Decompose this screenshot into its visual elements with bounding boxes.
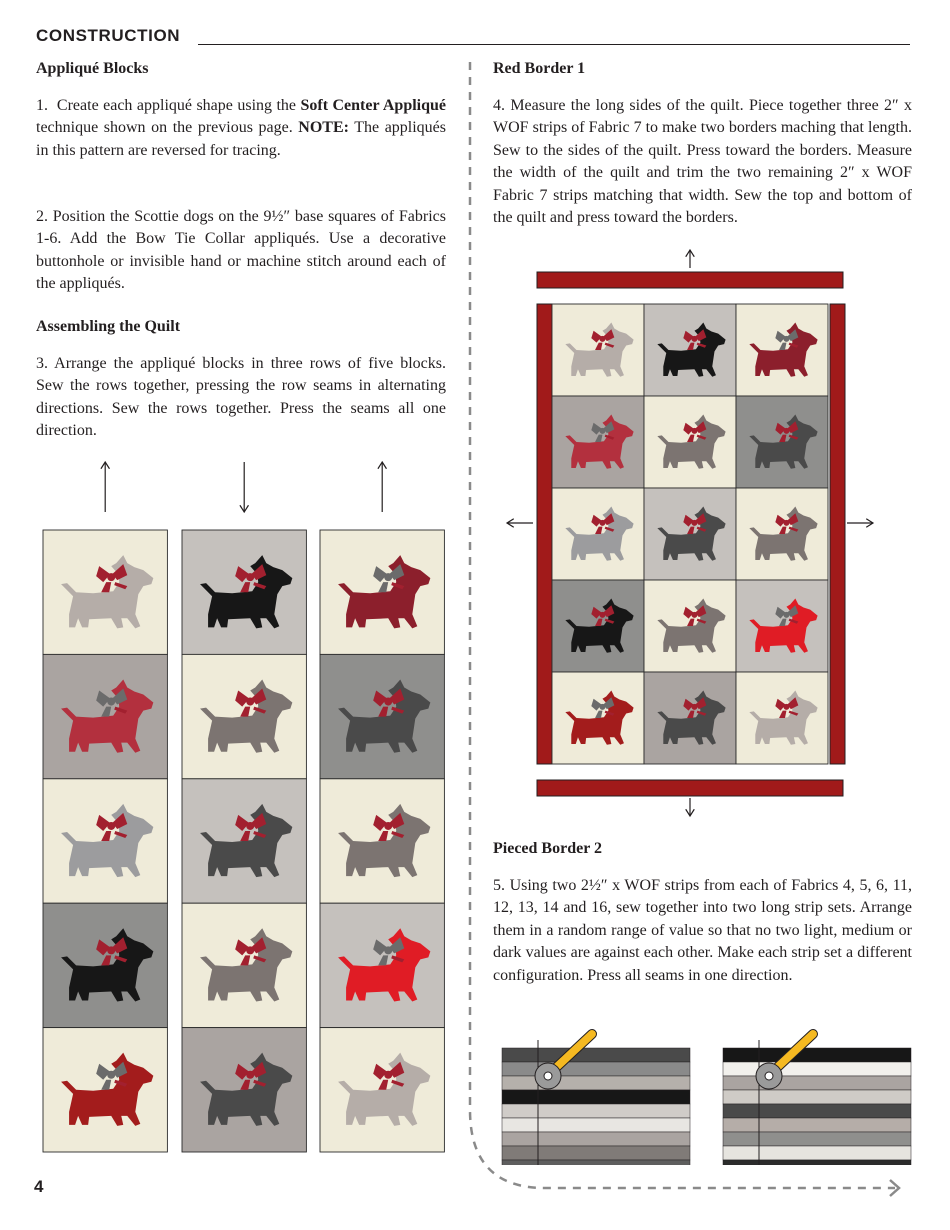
border-arrow-top-icon [686, 250, 695, 268]
fabric-strip [723, 1132, 911, 1146]
paragraph-step-1 [36, 95, 446, 162]
quilt-block-r2-b2 [182, 654, 306, 778]
page-header-title: CONSTRUCTION [36, 26, 181, 45]
quilt-block-r2-b1 [182, 530, 306, 654]
top-border-strip [537, 272, 843, 288]
paragraph-step-4: 4. Measure the long sides of the quilt. Piece together three 2″ x WOF strips of Fabric 7 to make two borders maching that length. Sew to the sides of the quilt. Press toward the borders. Measure the width of the quilt and trim the two remaining 2″ x WOF Fabric 7 strips matching that width. Sew the top and bottom of the quilt and press toward the borders. [493, 97, 912, 227]
fabric-strip [723, 1076, 911, 1090]
bordered-quilt-block-5-1 [552, 672, 644, 764]
bottom-border-strip [537, 780, 843, 796]
fabric-strip [723, 1048, 911, 1062]
paragraph-step-3: 3. Arrange the appliqué blocks in three rows of five blocks. Sew the rows together, pressing the row seams in alternating directions. Sew the rows together. Press the seams all one direction. [36, 355, 446, 440]
step-1-technique-name: Soft Center Appliqué [300, 97, 447, 114]
quilt-block-r2-b5 [182, 1028, 306, 1152]
quilt-block-r3-b2 [320, 654, 444, 778]
quilt-block-r2-b3 [182, 779, 306, 903]
bordered-quilt-block-2-3 [736, 396, 828, 488]
fabric-strip [502, 1132, 690, 1146]
quilt-block-r3-b4 [320, 903, 444, 1027]
section-heading-assembling: Assembling the Quilt [36, 318, 181, 335]
step-1-text-b: technique shown on the previous page. [36, 119, 299, 137]
fabric-strip [502, 1076, 690, 1090]
quilt-block-r3-b3 [320, 779, 444, 903]
paragraph-step-2: 2. Position the Scottie dogs on the 9½″ base squares of Fabrics 1-6. Add the Bow Tie Collar appliqués. Use a decorative buttonhole or invisible hand or machine stitch around each of the appliqués. [36, 208, 446, 293]
bordered-quilt-block-4-1 [552, 580, 644, 672]
fabric-strip [502, 1146, 690, 1160]
bordered-quilt-block-5-2 [644, 672, 736, 764]
bordered-quilt-block-1-3 [736, 304, 828, 396]
section-heading-red-border: Red Border 1 [493, 60, 586, 77]
bordered-quilt-block-2-1 [552, 396, 644, 488]
quilt-block-r1-b4 [43, 903, 167, 1027]
fabric-strip [723, 1104, 911, 1118]
border-arrow-bottom-icon [686, 798, 695, 816]
step-1-text-a: Create each appliqué shape using the [56, 97, 301, 114]
fabric-strip [502, 1090, 690, 1104]
border-arrow-left-icon [507, 519, 533, 528]
quilt-border-diagram [495, 240, 885, 820]
paragraph-step-5: 5. Using two 2½″ x WOF strips from each of Fabrics 4, 5, 6, 11, 12, 13, 14 and 16, sew together into two long strip sets. Arrange them in a random range of value so that no two light, medium or dark values are against each other. Make each strip set a different configuration. Press all seams in one direction. [493, 877, 912, 984]
fabric-strip [723, 1146, 911, 1160]
bordered-quilt-block-5-3 [736, 672, 828, 764]
right-border-strip [830, 304, 845, 764]
quilt-block-r3-b1 [320, 530, 444, 654]
step-1-note-label: NOTE: [298, 119, 349, 137]
bordered-quilt-block-2-2 [644, 396, 736, 488]
bordered-quilt-block-4-3 [736, 580, 828, 672]
section-heading-pieced-border: Pieced Border 2 [493, 840, 603, 857]
page-number: 4 [34, 1177, 44, 1196]
fabric-strip [723, 1160, 911, 1165]
bordered-quilt-block-1-1 [552, 304, 644, 396]
quilt-block-r1-b1 [43, 530, 167, 654]
border-arrow-right-icon [847, 519, 873, 528]
bordered-quilt-block-3-3 [736, 488, 828, 580]
fabric-strip [502, 1062, 690, 1076]
step-1-number: 1. [36, 97, 48, 114]
quilt-rows-diagram [0, 455, 470, 1155]
bordered-quilt-block-1-2 [644, 304, 736, 396]
bordered-quilt-block-3-1 [552, 488, 644, 580]
bordered-quilt-block-4-2 [644, 580, 736, 672]
fabric-strip [502, 1118, 690, 1132]
quilt-block-r1-b5 [43, 1028, 167, 1152]
quilt-block-r1-b3 [43, 779, 167, 903]
fabric-strip [723, 1090, 911, 1104]
fabric-strip [502, 1104, 690, 1118]
fabric-strip [723, 1062, 911, 1076]
step-1-text-c: The appliqués in this pattern are reversed for tracing. [36, 119, 447, 159]
fabric-strip [723, 1118, 911, 1132]
bordered-quilt-block-3-2 [644, 488, 736, 580]
strip-set-2 [723, 1034, 911, 1165]
quilt-block-r3-b5 [320, 1028, 444, 1152]
quilt-block-r2-b4 [182, 903, 306, 1027]
fabric-strip [502, 1160, 690, 1165]
section-heading-applique-blocks: Appliqué Blocks [36, 60, 149, 77]
press-direction-arrow-2-icon [240, 462, 249, 512]
quilt-block-r1-b2 [43, 654, 167, 778]
press-direction-arrow-1-icon [101, 462, 110, 512]
strip-sets-diagram [495, 1025, 920, 1165]
press-direction-arrow-3-icon [378, 462, 387, 512]
left-border-strip [537, 304, 552, 764]
strip-set-1 [502, 1034, 690, 1165]
fabric-strip [502, 1048, 690, 1062]
